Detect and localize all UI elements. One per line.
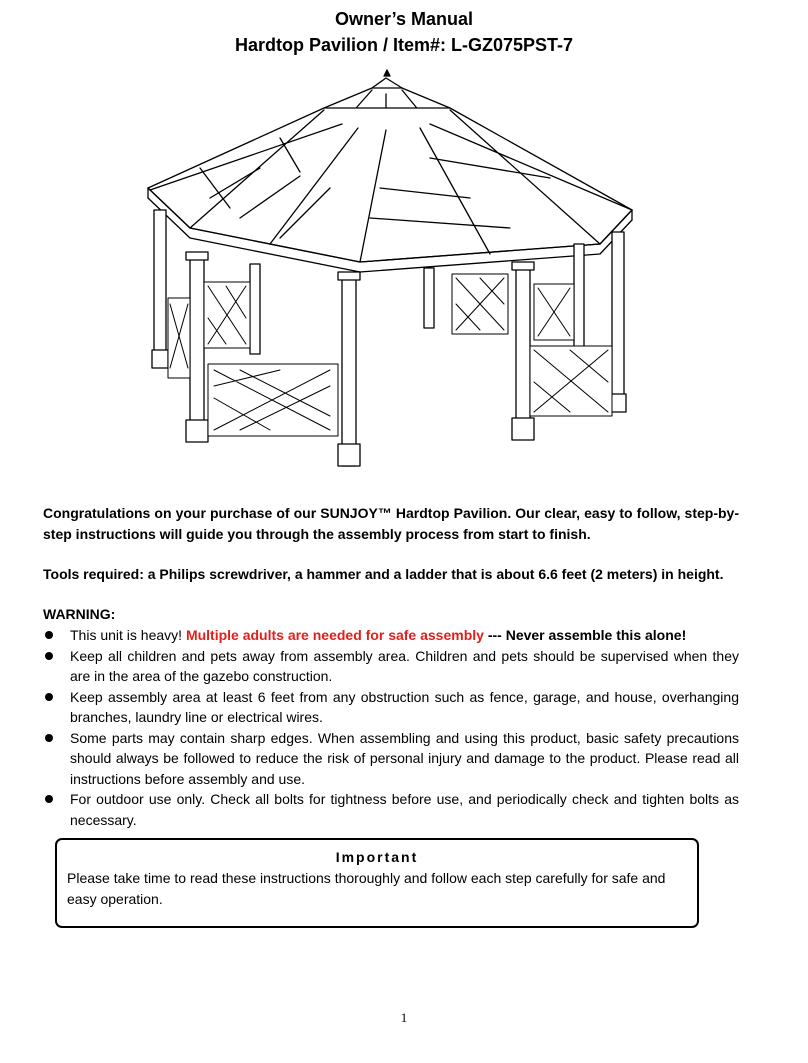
- warning-list: [43, 625, 739, 830]
- gazebo-illustration: [130, 68, 650, 468]
- important-box: [55, 838, 699, 928]
- important-title: Important: [335, 849, 419, 865]
- warning-item-children: Keep all children and pets away from assembly area. Children and pets should be supervised when they are in the area of the gazebo construction.: [43, 646, 739, 687]
- warning-highlight: Multiple adults are needed for safe assembly: [185, 627, 484, 643]
- important-text: Please take time to read these instructions thoroughly and follow each step carefully for safe and easy operation.: [67, 870, 666, 907]
- intro-paragraph: Congratulations on your purchase of our SUNJOY™ Hardtop Pavilion. Our clear, easy to follow, step-by-step instructions will guide you through the assembly process from start to finish.: [43, 505, 739, 542]
- warning-item-clearance: Keep assembly area at least 6 feet from any obstruction such as fence, garage, and house, overhanging branches, laundry line or electrical wires.: [43, 687, 739, 728]
- manual-subtitle: Hardtop Pavilion / Item#: L-GZ075PST-7: [234, 35, 574, 55]
- warning-item-outdoor: For outdoor use only. Check all bolts for tightness before use, and periodically check and tighten bolts as necessary.: [43, 789, 739, 830]
- warning-item-heavy: This unit is heavy! Multiple adults are needed for safe assembly --- Never assemble this alone!: [43, 625, 739, 646]
- page-number: 1: [400, 1010, 408, 1025]
- warning-heading: WARNING:: [43, 606, 116, 622]
- tools-required: Tools required: a Philips screwdriver, a hammer and a ladder that is about 6.6 feet (2 meters) in height.: [43, 566, 724, 582]
- warning-item-sharp-edges: Some parts may contain sharp edges. When assembling and using this product, basic safety precautions should always be followed to reduce the risk of personal injury and damage to the product. Please read all instructions before assembly and use.: [43, 728, 739, 790]
- manual-title: Owner’s Manual: [334, 9, 474, 29]
